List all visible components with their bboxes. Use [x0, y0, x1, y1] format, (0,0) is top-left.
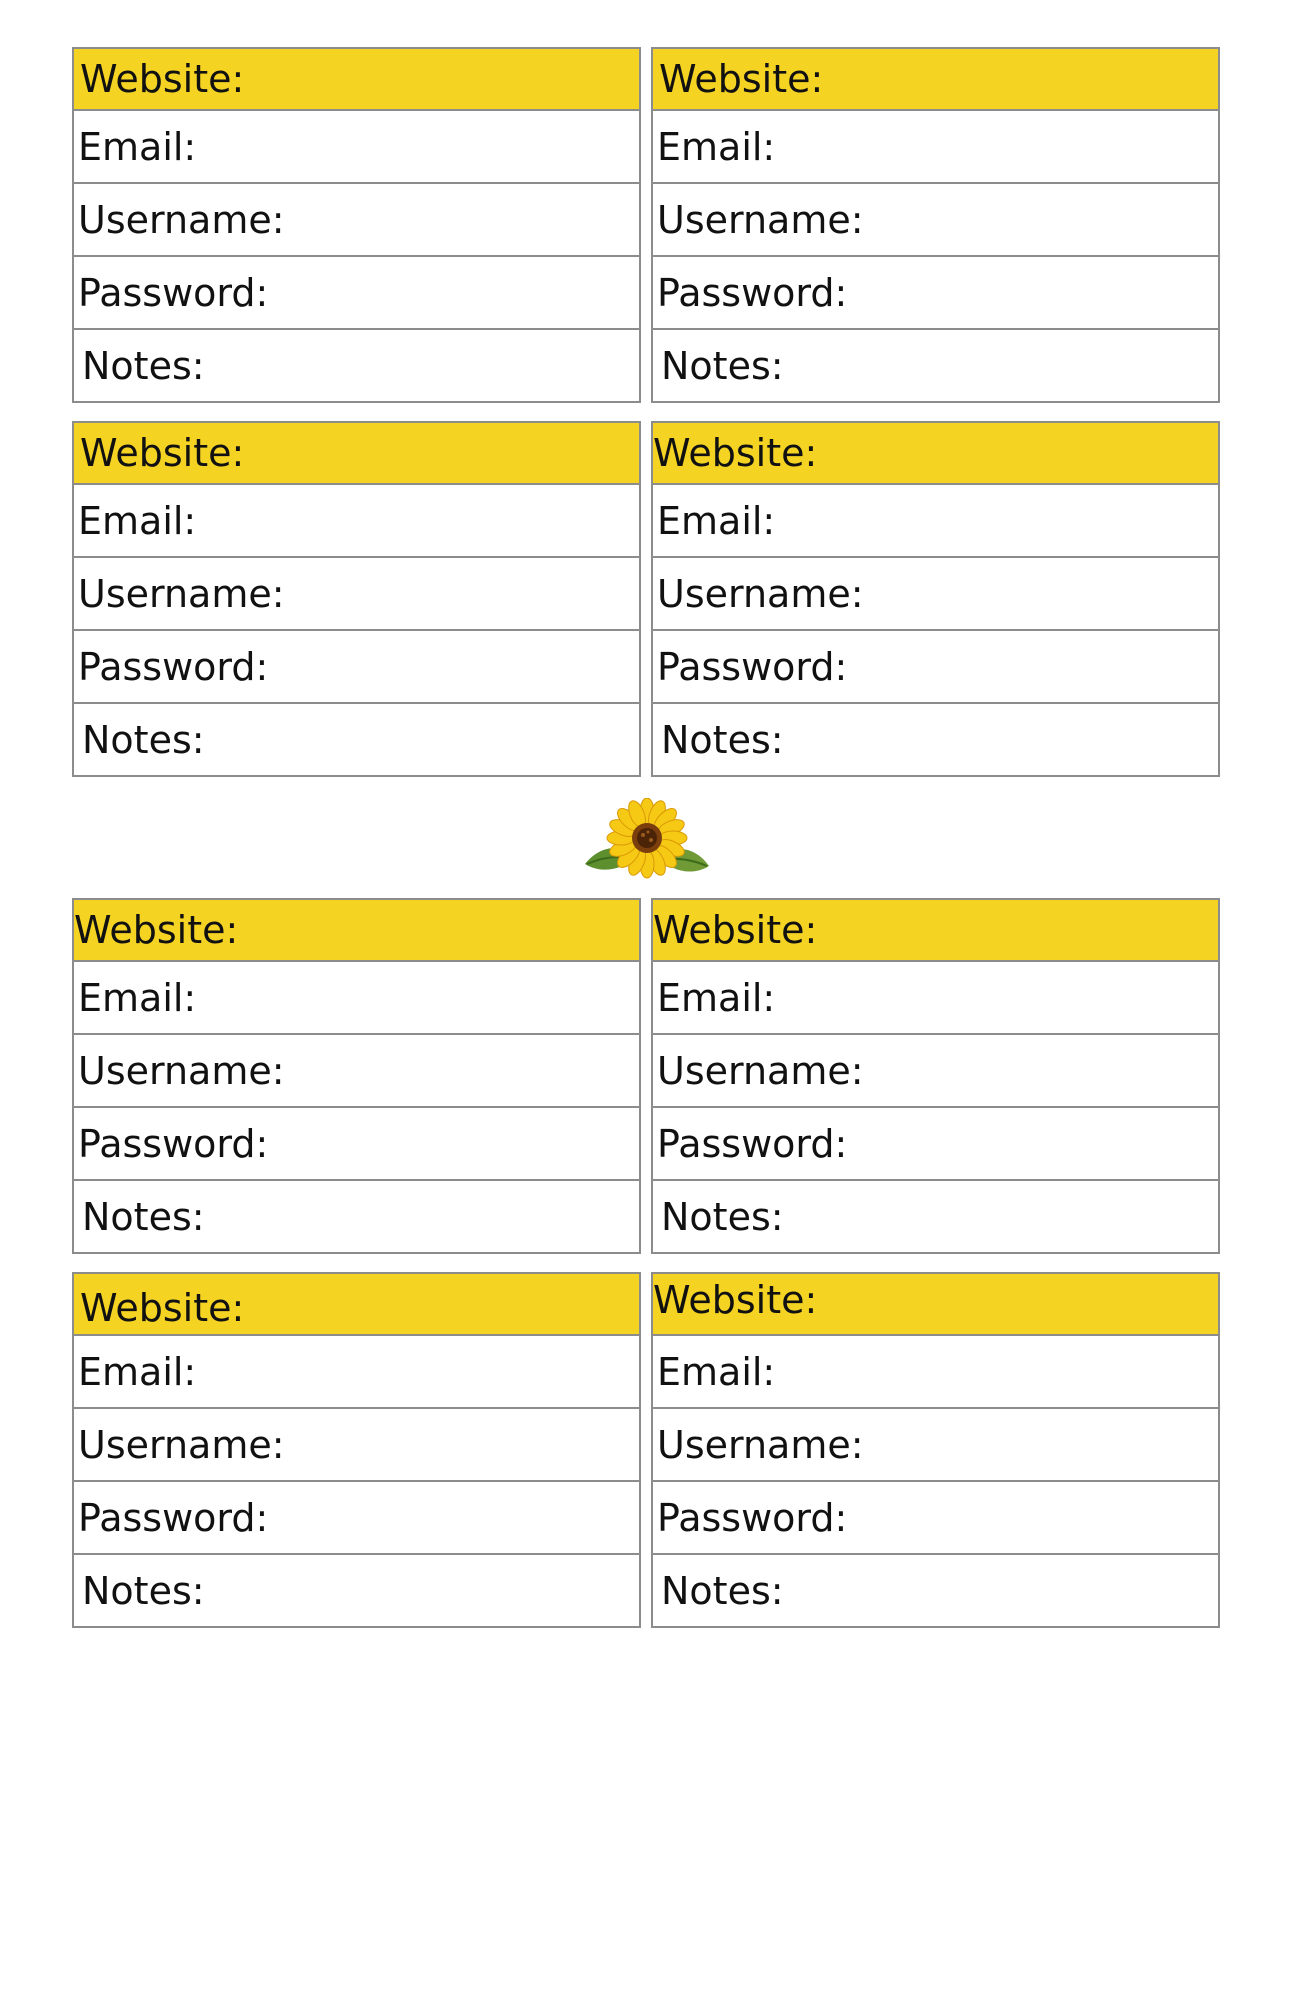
username-label: Username: [78, 1048, 285, 1093]
username-field[interactable] [653, 182, 1218, 255]
notes-field[interactable] [653, 702, 1218, 775]
username-label: Username: [78, 571, 285, 616]
website-field[interactable] [74, 423, 639, 483]
website-label: Website: [80, 431, 245, 475]
username-label: Username: [657, 1422, 864, 1467]
website-field[interactable] [74, 49, 639, 109]
password-card [651, 47, 1220, 403]
email-field[interactable] [653, 1334, 1218, 1407]
password-label: Password: [78, 270, 269, 315]
email-label: Email: [78, 975, 197, 1020]
password-card [651, 421, 1220, 777]
password-field[interactable] [74, 255, 639, 328]
password-card [651, 1272, 1220, 1628]
password-field[interactable] [653, 255, 1218, 328]
password-card [72, 47, 641, 403]
email-label: Email: [78, 124, 197, 169]
email-label: Email: [657, 1349, 776, 1394]
email-field[interactable] [74, 109, 639, 182]
notes-field[interactable] [653, 1553, 1218, 1626]
website-field[interactable] [74, 900, 639, 960]
website-field[interactable] [653, 423, 1218, 483]
password-label: Password: [657, 1121, 848, 1166]
email-field[interactable] [653, 109, 1218, 182]
email-label: Email: [657, 124, 776, 169]
notes-label: Notes: [661, 343, 784, 388]
email-field[interactable] [74, 483, 639, 556]
email-label: Email: [78, 1349, 197, 1394]
email-field[interactable] [653, 483, 1218, 556]
notes-label: Notes: [82, 343, 205, 388]
website-label: Website: [80, 1286, 245, 1330]
website-field[interactable] [653, 49, 1218, 109]
password-label: Password: [78, 1121, 269, 1166]
password-card [651, 898, 1220, 1254]
password-card [72, 421, 641, 777]
notes-label: Notes: [661, 717, 784, 762]
username-field[interactable] [653, 1033, 1218, 1106]
username-field[interactable] [74, 556, 639, 629]
website-label: Website: [80, 57, 245, 101]
website-label: Website: [653, 1278, 818, 1322]
website-field[interactable] [74, 1274, 639, 1334]
website-label: Website: [653, 908, 818, 952]
notes-field[interactable] [74, 1179, 639, 1252]
email-label: Email: [657, 498, 776, 543]
username-label: Username: [78, 1422, 285, 1467]
password-field[interactable] [74, 629, 639, 702]
email-field[interactable] [74, 1334, 639, 1407]
password-label: Password: [78, 1495, 269, 1540]
username-field[interactable] [74, 182, 639, 255]
password-label: Password: [78, 644, 269, 689]
sunflower-icon [579, 798, 715, 882]
password-field[interactable] [653, 1480, 1218, 1553]
username-label: Username: [657, 1048, 864, 1093]
email-label: Email: [78, 498, 197, 543]
password-label: Password: [657, 644, 848, 689]
email-label: Email: [657, 975, 776, 1020]
website-field[interactable] [653, 1274, 1218, 1334]
username-label: Username: [78, 197, 285, 242]
notes-field[interactable] [74, 702, 639, 775]
notes-field[interactable] [74, 328, 639, 401]
notes-label: Notes: [82, 717, 205, 762]
website-label: Website: [653, 431, 818, 475]
email-field[interactable] [74, 960, 639, 1033]
username-field[interactable] [74, 1407, 639, 1480]
password-card [72, 898, 641, 1254]
username-field[interactable] [653, 1407, 1218, 1480]
notes-label: Notes: [82, 1194, 205, 1239]
password-field[interactable] [74, 1106, 639, 1179]
username-field[interactable] [653, 556, 1218, 629]
notes-field[interactable] [653, 328, 1218, 401]
password-card [72, 1272, 641, 1628]
notes-field[interactable] [653, 1179, 1218, 1252]
password-field[interactable] [653, 629, 1218, 702]
website-label: Website: [74, 908, 239, 952]
notes-label: Notes: [661, 1568, 784, 1613]
password-field[interactable] [74, 1480, 639, 1553]
notes-label: Notes: [661, 1194, 784, 1239]
password-label: Password: [657, 270, 848, 315]
notes-label: Notes: [82, 1568, 205, 1613]
website-field[interactable] [653, 900, 1218, 960]
email-field[interactable] [653, 960, 1218, 1033]
username-label: Username: [657, 571, 864, 616]
password-label: Password: [657, 1495, 848, 1540]
website-label: Website: [659, 57, 824, 101]
username-label: Username: [657, 197, 864, 242]
username-field[interactable] [74, 1033, 639, 1106]
password-field[interactable] [653, 1106, 1218, 1179]
notes-field[interactable] [74, 1553, 639, 1626]
